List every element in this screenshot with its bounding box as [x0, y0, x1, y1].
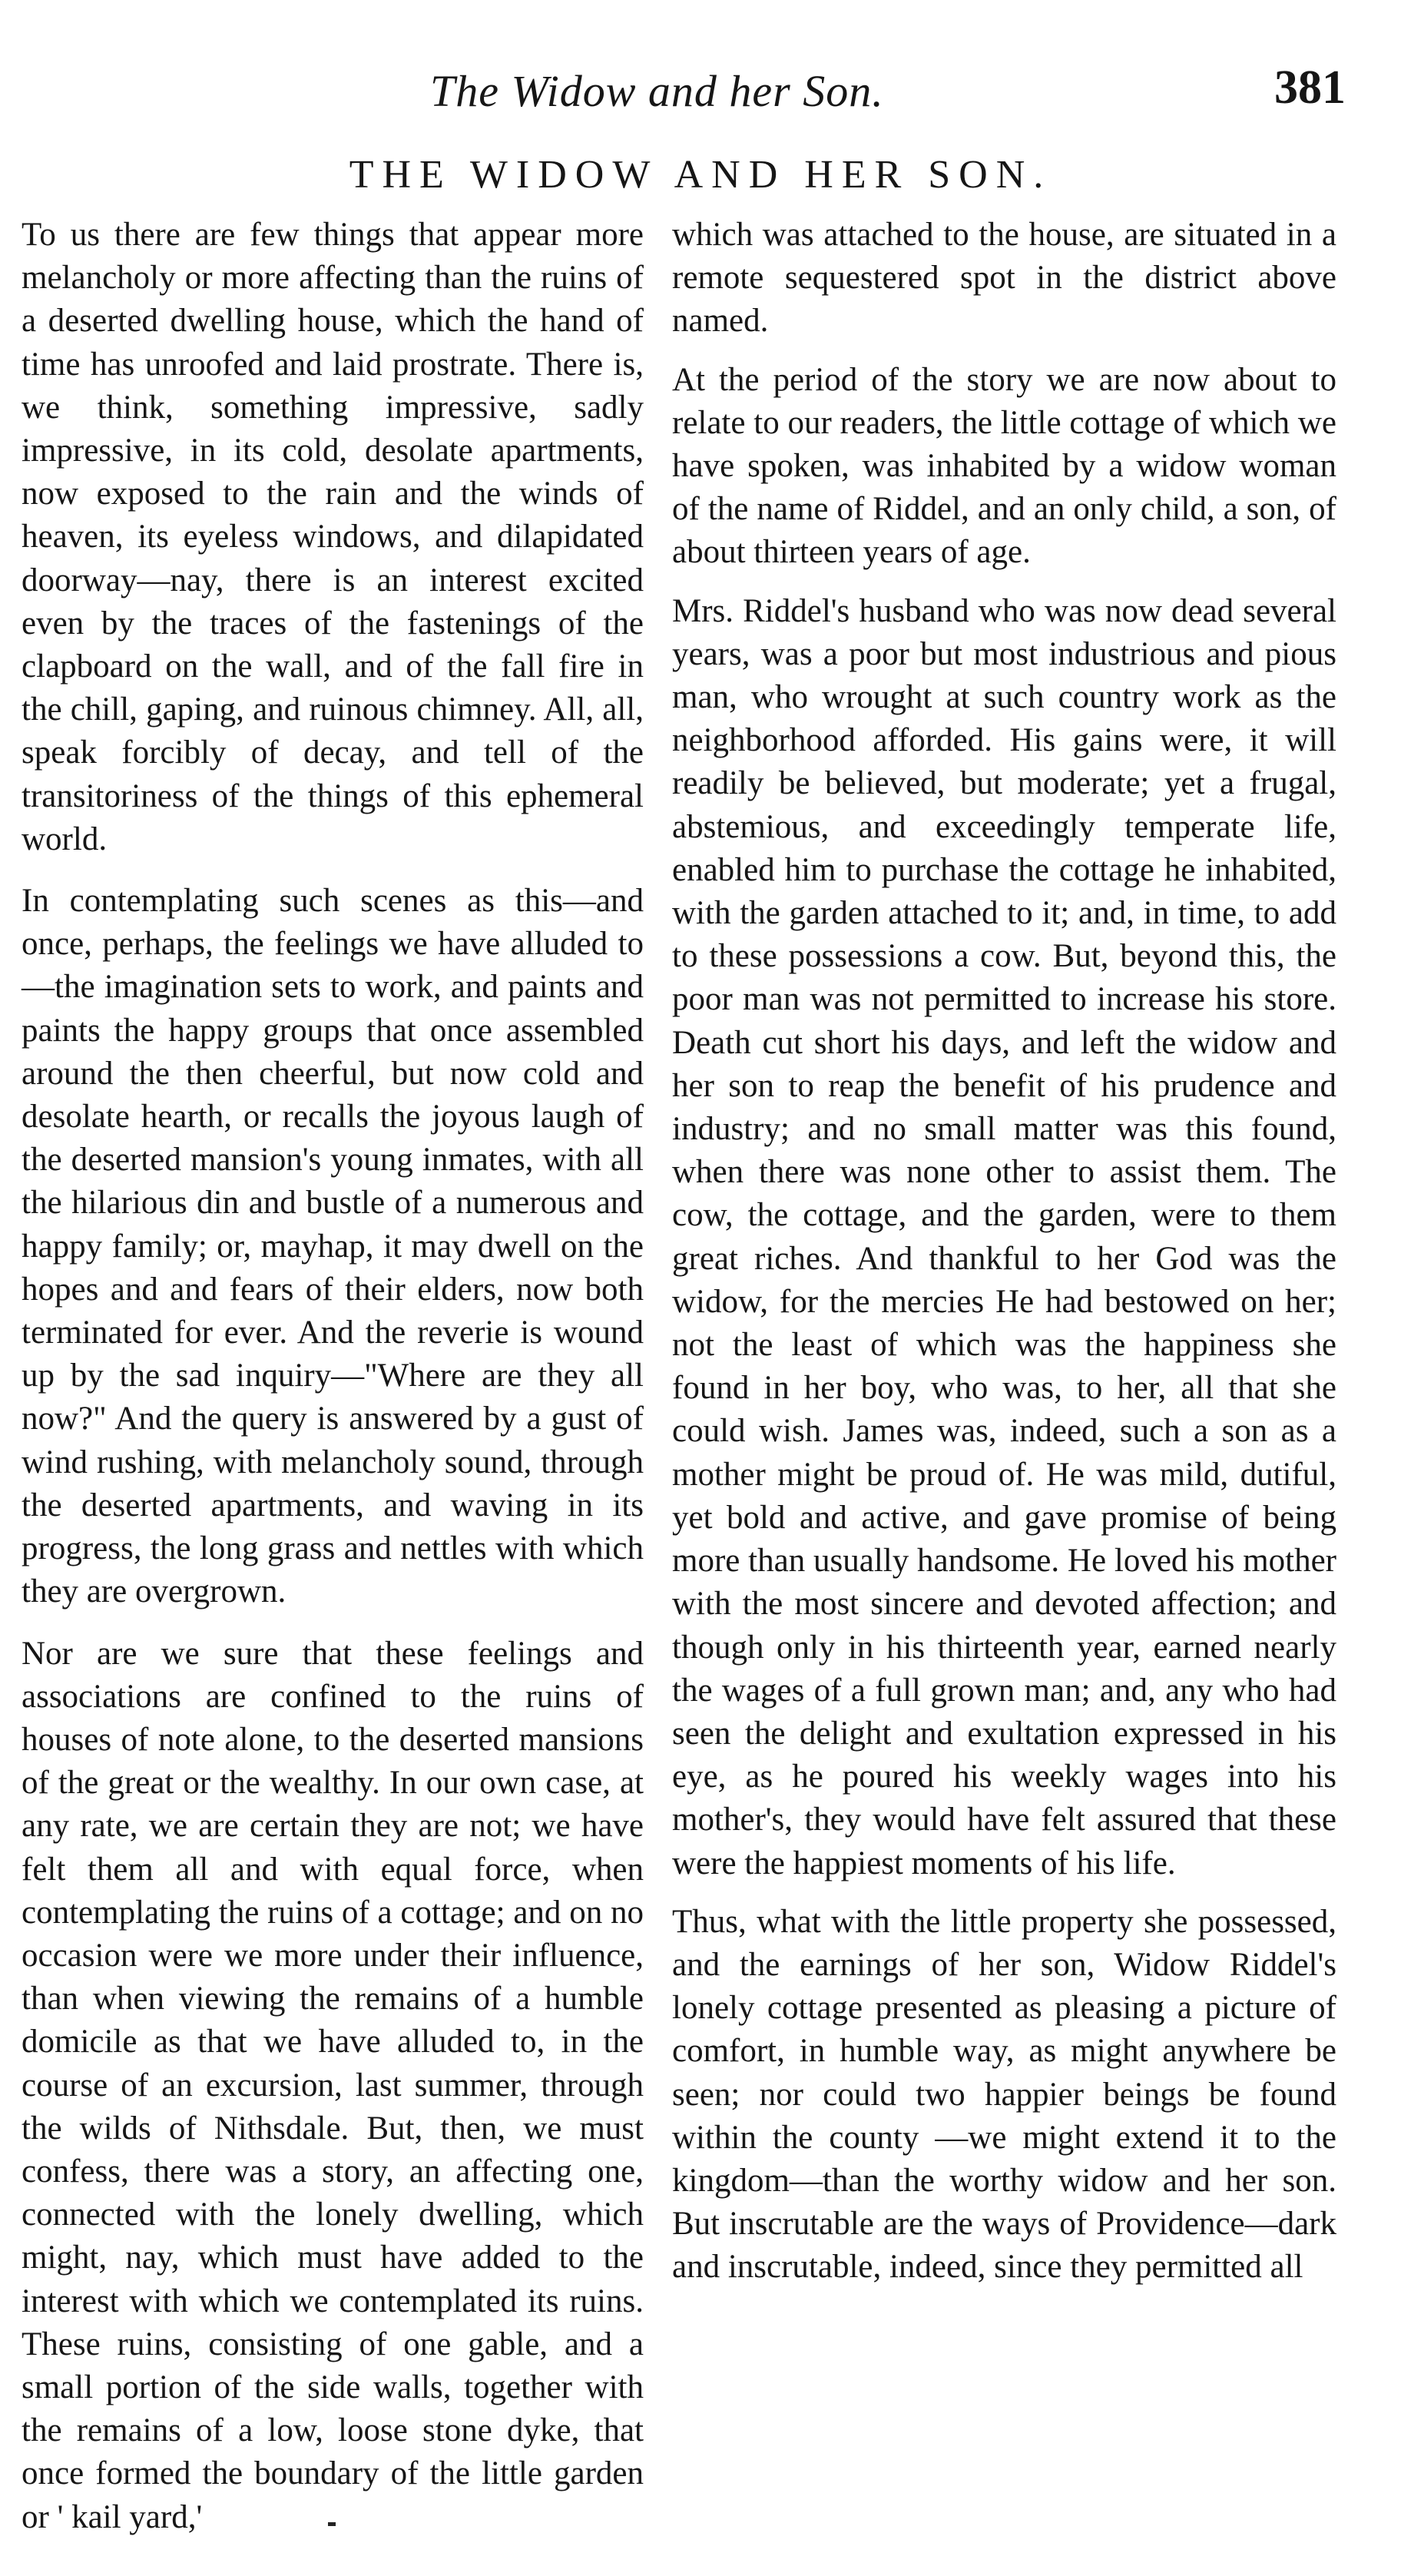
paragraph: At the period of the story we are now about to relate to our readers, the little cottage of which we have spoken, was inhabited by a widow woman of the name of Riddel, and an only child, a son, of about thirteen years of age. — [672, 361, 1336, 571]
paragraph: To us there are few things that appear more melancholy or more affecting than the ruins of a deserted dwelling house, which the hand of time has unroofed and laid prostrate. There is, we think, something impressive, sadly impressive, in its cold, desolate apartments, now exposed to the rain and the winds of heaven, its eyeless windows, and dilapidated doorway—nay, there is an interest excited even by the traces of the fastenings of the clapboard on the wall, and of the fall fire in the chill, gaping, and ruinous chimney. All, all, speak forcibly of decay, and tell of the transitoriness of the things of this ephemeral world. — [22, 217, 644, 857]
left-column — [22, 214, 644, 2539]
paragraph: In contemplating such scenes as this—and once, perhaps, the feelings we have alluded to—the imagination sets to work, and paints and paints the happy groups that once assembled around the then cheerful, but now cold and desolate hearth, or recalls the joyous laugh of the deserted mansion's young inmates, with all the hilarious din and bustle of a numerous and happy family; or, mayhap, it may dwell on the hopes and and fears of their elders, now both terminated for ever. And the reverie is wound up by the sad inquiry—"Where are they all now?" And the query is answered by a gust of wind rushing, with melancholy sound, through the deserted apartments, and waving in its progress, the long grass and nettles with which they are overgrown. — [22, 883, 644, 1610]
page-number: 381 — [1274, 61, 1346, 114]
paragraph: Thus, what with the little property she possessed, and the earnings of her son, Widow Riddel's lonely cottage presented as pleasing a picture of comfort, in humble way, as might anywhere be seen; nor could two happier beings be found within the county —we might extend it to the kingdom—than the worthy widow and her son. But inscrutable are the ways of Providence—dark and inscrutable, indeed, since they permitted all — [672, 1903, 1336, 2286]
running-head — [0, 61, 1401, 134]
right-column — [672, 214, 1336, 2289]
paragraph: which was attached to the house, are situated in a remote sequestered spot in the district above named. — [672, 217, 1336, 340]
footer-mark — [328, 2522, 336, 2526]
article-title: THE WIDOW AND HER SON. — [349, 153, 1052, 197]
running-title: The Widow and her Son. — [430, 66, 884, 116]
paragraph: Nor are we sure that these feelings and associations are confined to the ruins of houses of note alone, to the deserted mansions of the great or the wealthy. In our own case, at any rate, we are certain they are not; we have felt them all and with equal force, when contemplating the ruins of a cottage; and on no occasion were we more under their influence, than when viewing the remains of a humble domicile as that we have alluded to, in the course of an excursion, last summer, through the wilds of Nithsdale. But, then, we must confess, there was a story, an affecting one, connected with the lonely dwelling, which might, nay, which must have added to the interest with which we contemplated its ruins. These ruins, consisting of one gable, and a small portion of the side walls, together with the remains of a low, loose stone dyke, that once formed the boundary of the little garden or ' kail yard,' — [22, 1635, 644, 2535]
paragraph: Mrs. Riddel's husband who was now dead several years, was a poor but most industrious and pious man, who wrought at such country work as the neighborhood afforded. His gains were, it will readily be believed, but moderate; yet a frugal, abstemious, and exceedingly temperate life, enabled him to purchase the cottage he inhabited, with the garden attached to it; and, in time, to add to these possessions a cow. But, beyond this, the poor man was not permitted to increase his store. Death cut short his days, and left the widow and her son to reap the benefit of his prudence and industry; and no small matter was this found, when there was none other to assist them. The cow, the cottage, and the garden, were to them great riches. And thankful to her God was the widow, for the mercies He had bestowed on her; not the least of which was the happiness she found in her boy, who was, to her, all that she could wish. James was, indeed, such a son as a mother might be proud of. He was mild, dutiful, yet bold and active, and gave promise of being more than usually handsome. He loved his mother with the most sincere and devoted affection; and though only in his thirteenth year, earned nearly the wages of a full grown man; and, any who had seen the delight and exultation expressed in his eye, as he poured his weekly wages into his mother's, they would have felt assured that these were the happiest moments of his life. — [672, 592, 1336, 1881]
